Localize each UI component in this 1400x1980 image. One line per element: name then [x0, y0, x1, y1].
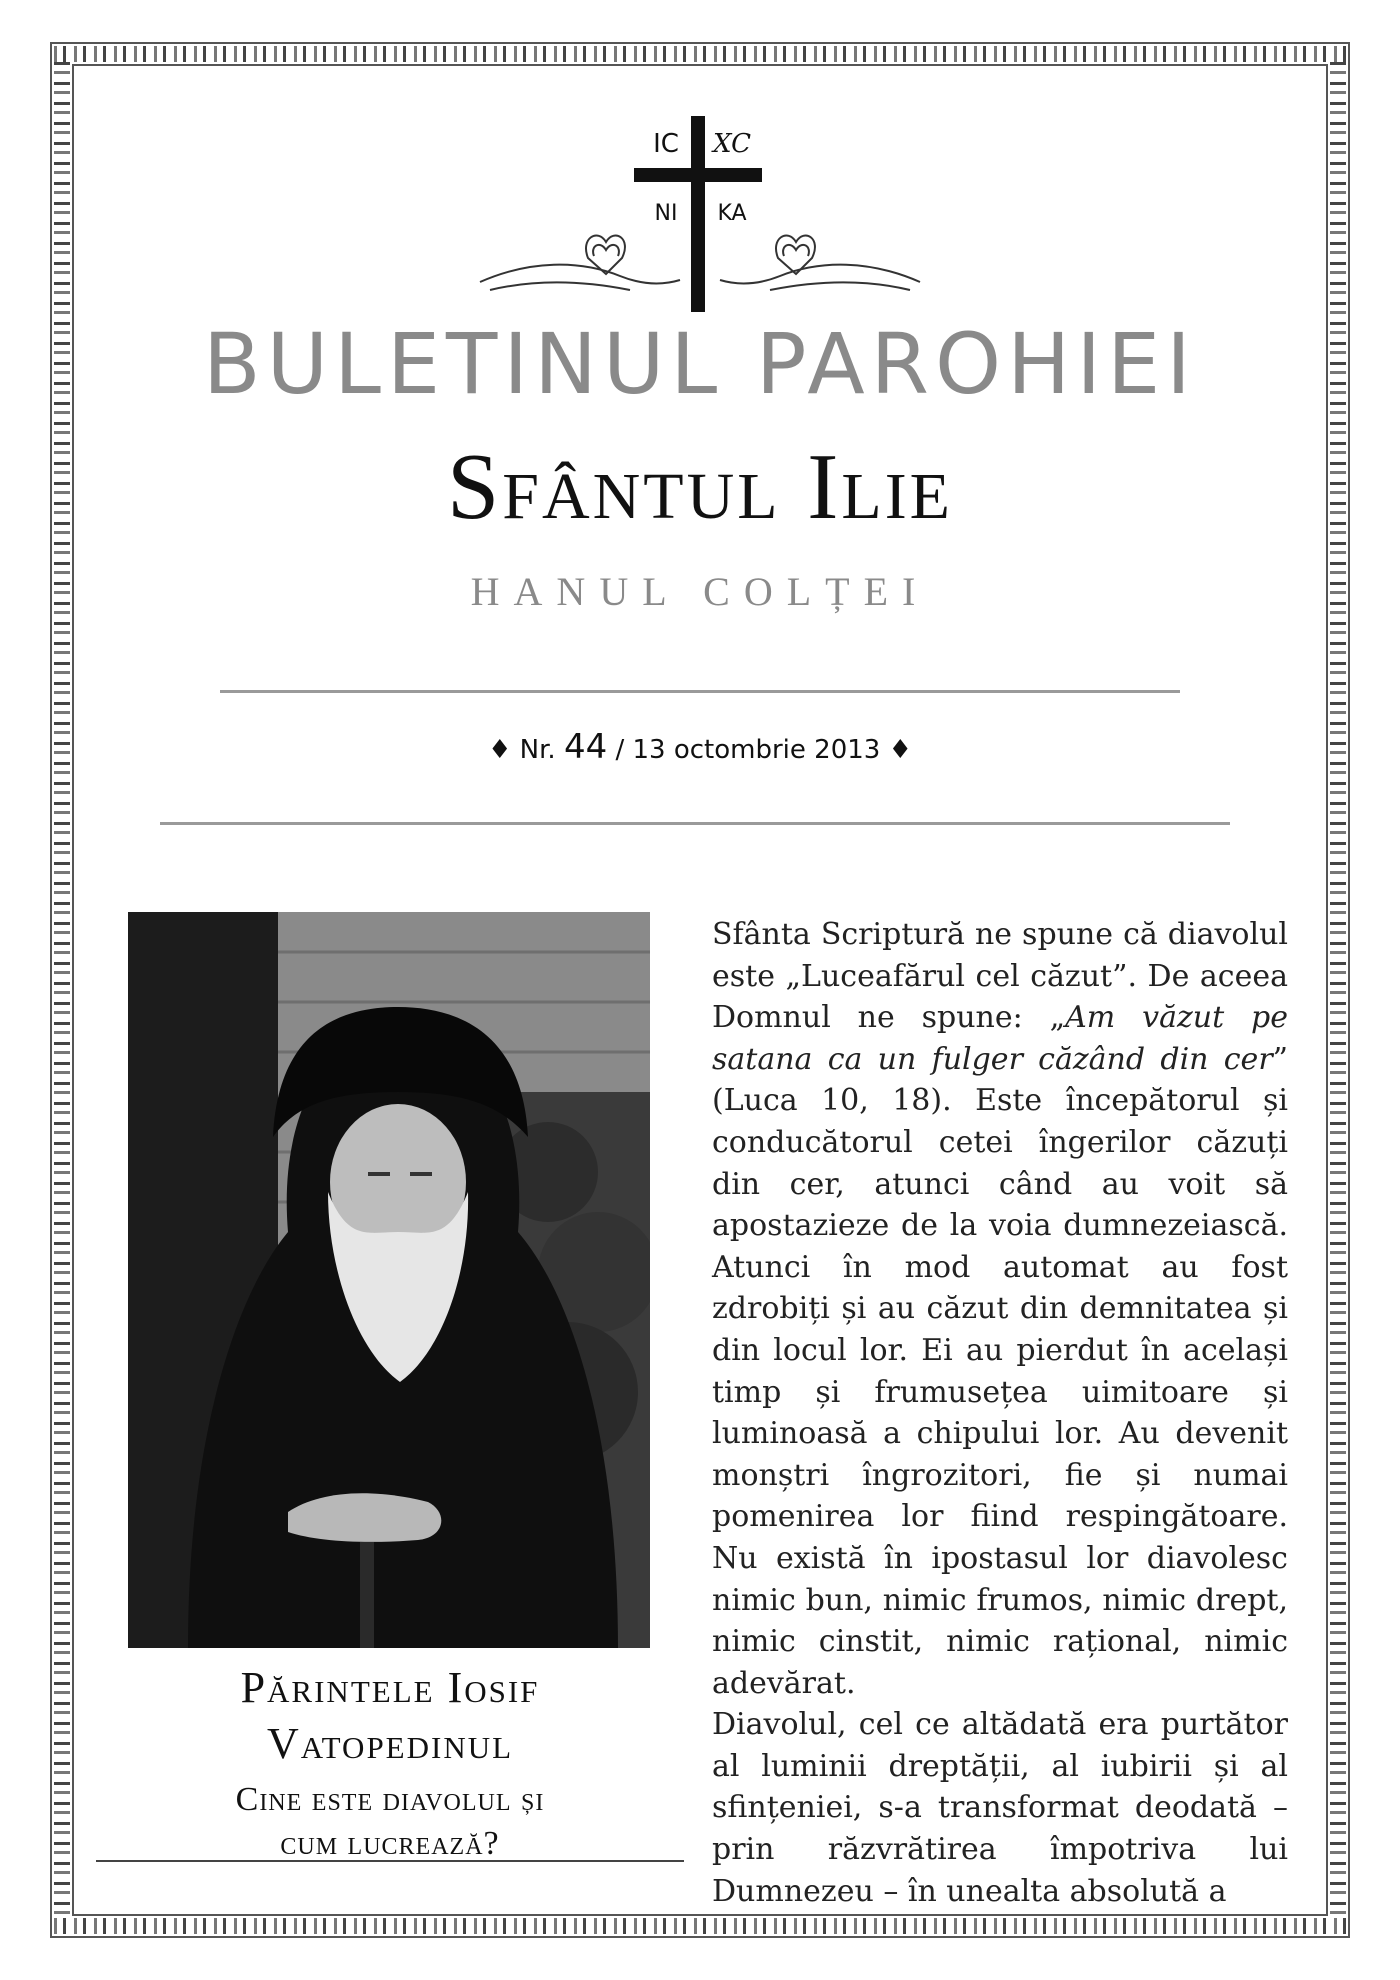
caption-rule: [96, 1860, 684, 1862]
bulletin-title: BULETINUL PAROHIEI: [203, 315, 1197, 413]
flourish-right: [720, 235, 920, 290]
diamond-left-icon: ♦: [488, 735, 512, 765]
portrait-caption: [96, 1660, 684, 1866]
article-paragraph-1: [712, 914, 1288, 1704]
monogram-ic: IC: [653, 129, 679, 159]
cross-vertical: [691, 116, 705, 312]
issue-date: / 13 octombrie 2013: [615, 735, 881, 765]
article-paragraph-2: Diavolul, cel ce altădată era purtător al luminii dreptății, al iubirii și al sfințeniei, s-a transformat deodată – prin răzvrătirea împotriva lui Dumnezeu – în unealta absolută a: [712, 1707, 1288, 1909]
cross-horizontal: [634, 168, 762, 182]
header-rule-bottom: [160, 822, 1230, 825]
issue-number: 44: [563, 727, 608, 767]
article-p1-quote: Am văzut pe satana ca un fulger căzând din cer: [712, 1000, 1288, 1077]
issue-line: [0, 727, 1400, 767]
caption-name-line-2: Vatopedinul: [266, 1719, 514, 1768]
article-p1-text-a: Sfânta Scriptură ne spune că diavolul este „Luceafărul cel căzut”. De aceea Domnul ne spune: „: [712, 917, 1288, 1036]
flourish-left: [480, 235, 680, 290]
cross-logo: [470, 110, 930, 320]
monogram-xc: XC: [713, 129, 751, 159]
issue-prefix: Nr.: [519, 735, 556, 765]
portrait-photo: [128, 912, 650, 1648]
article-p1-text-b: ” (Luca 10, 18). Este începătorul și conducătorul cetei îngerilor căzuți din cer, atunci când au voit să apostazieze de la voia dumnezeiască. Atunci în mod automat au fost zdrobiți și au căzut din demnitatea și din locul lor. Ei au pierdut în același timp și frumusețea uimitoare și luminoasă a chipului lor. Au devenit monștri îngrozitori, fie și numai pomenirea lor fiind respingătoare. Nu există în ipostasul lor diavolesc nimic bun, nimic frumos, nimic drept, nimic cinstit, nimic rațional, nimic adevărat.: [712, 1041, 1288, 1701]
parish-location: HANUL COLȚEI: [470, 569, 930, 614]
article-body: [712, 914, 1288, 1912]
monogram-ni: NI: [654, 201, 678, 226]
parish-name: Sfântul Ilie: [446, 435, 954, 539]
header-rule-top: [220, 690, 1180, 693]
caption-subtitle-line-2: cum lucrează?: [280, 1825, 500, 1862]
caption-name-line-1: Părintele Iosif: [240, 1663, 540, 1712]
diamond-right-icon: ♦: [888, 735, 912, 765]
caption-subtitle-line-1: Cine este diavolul și: [235, 1781, 545, 1818]
monogram-ka: KA: [717, 201, 747, 226]
